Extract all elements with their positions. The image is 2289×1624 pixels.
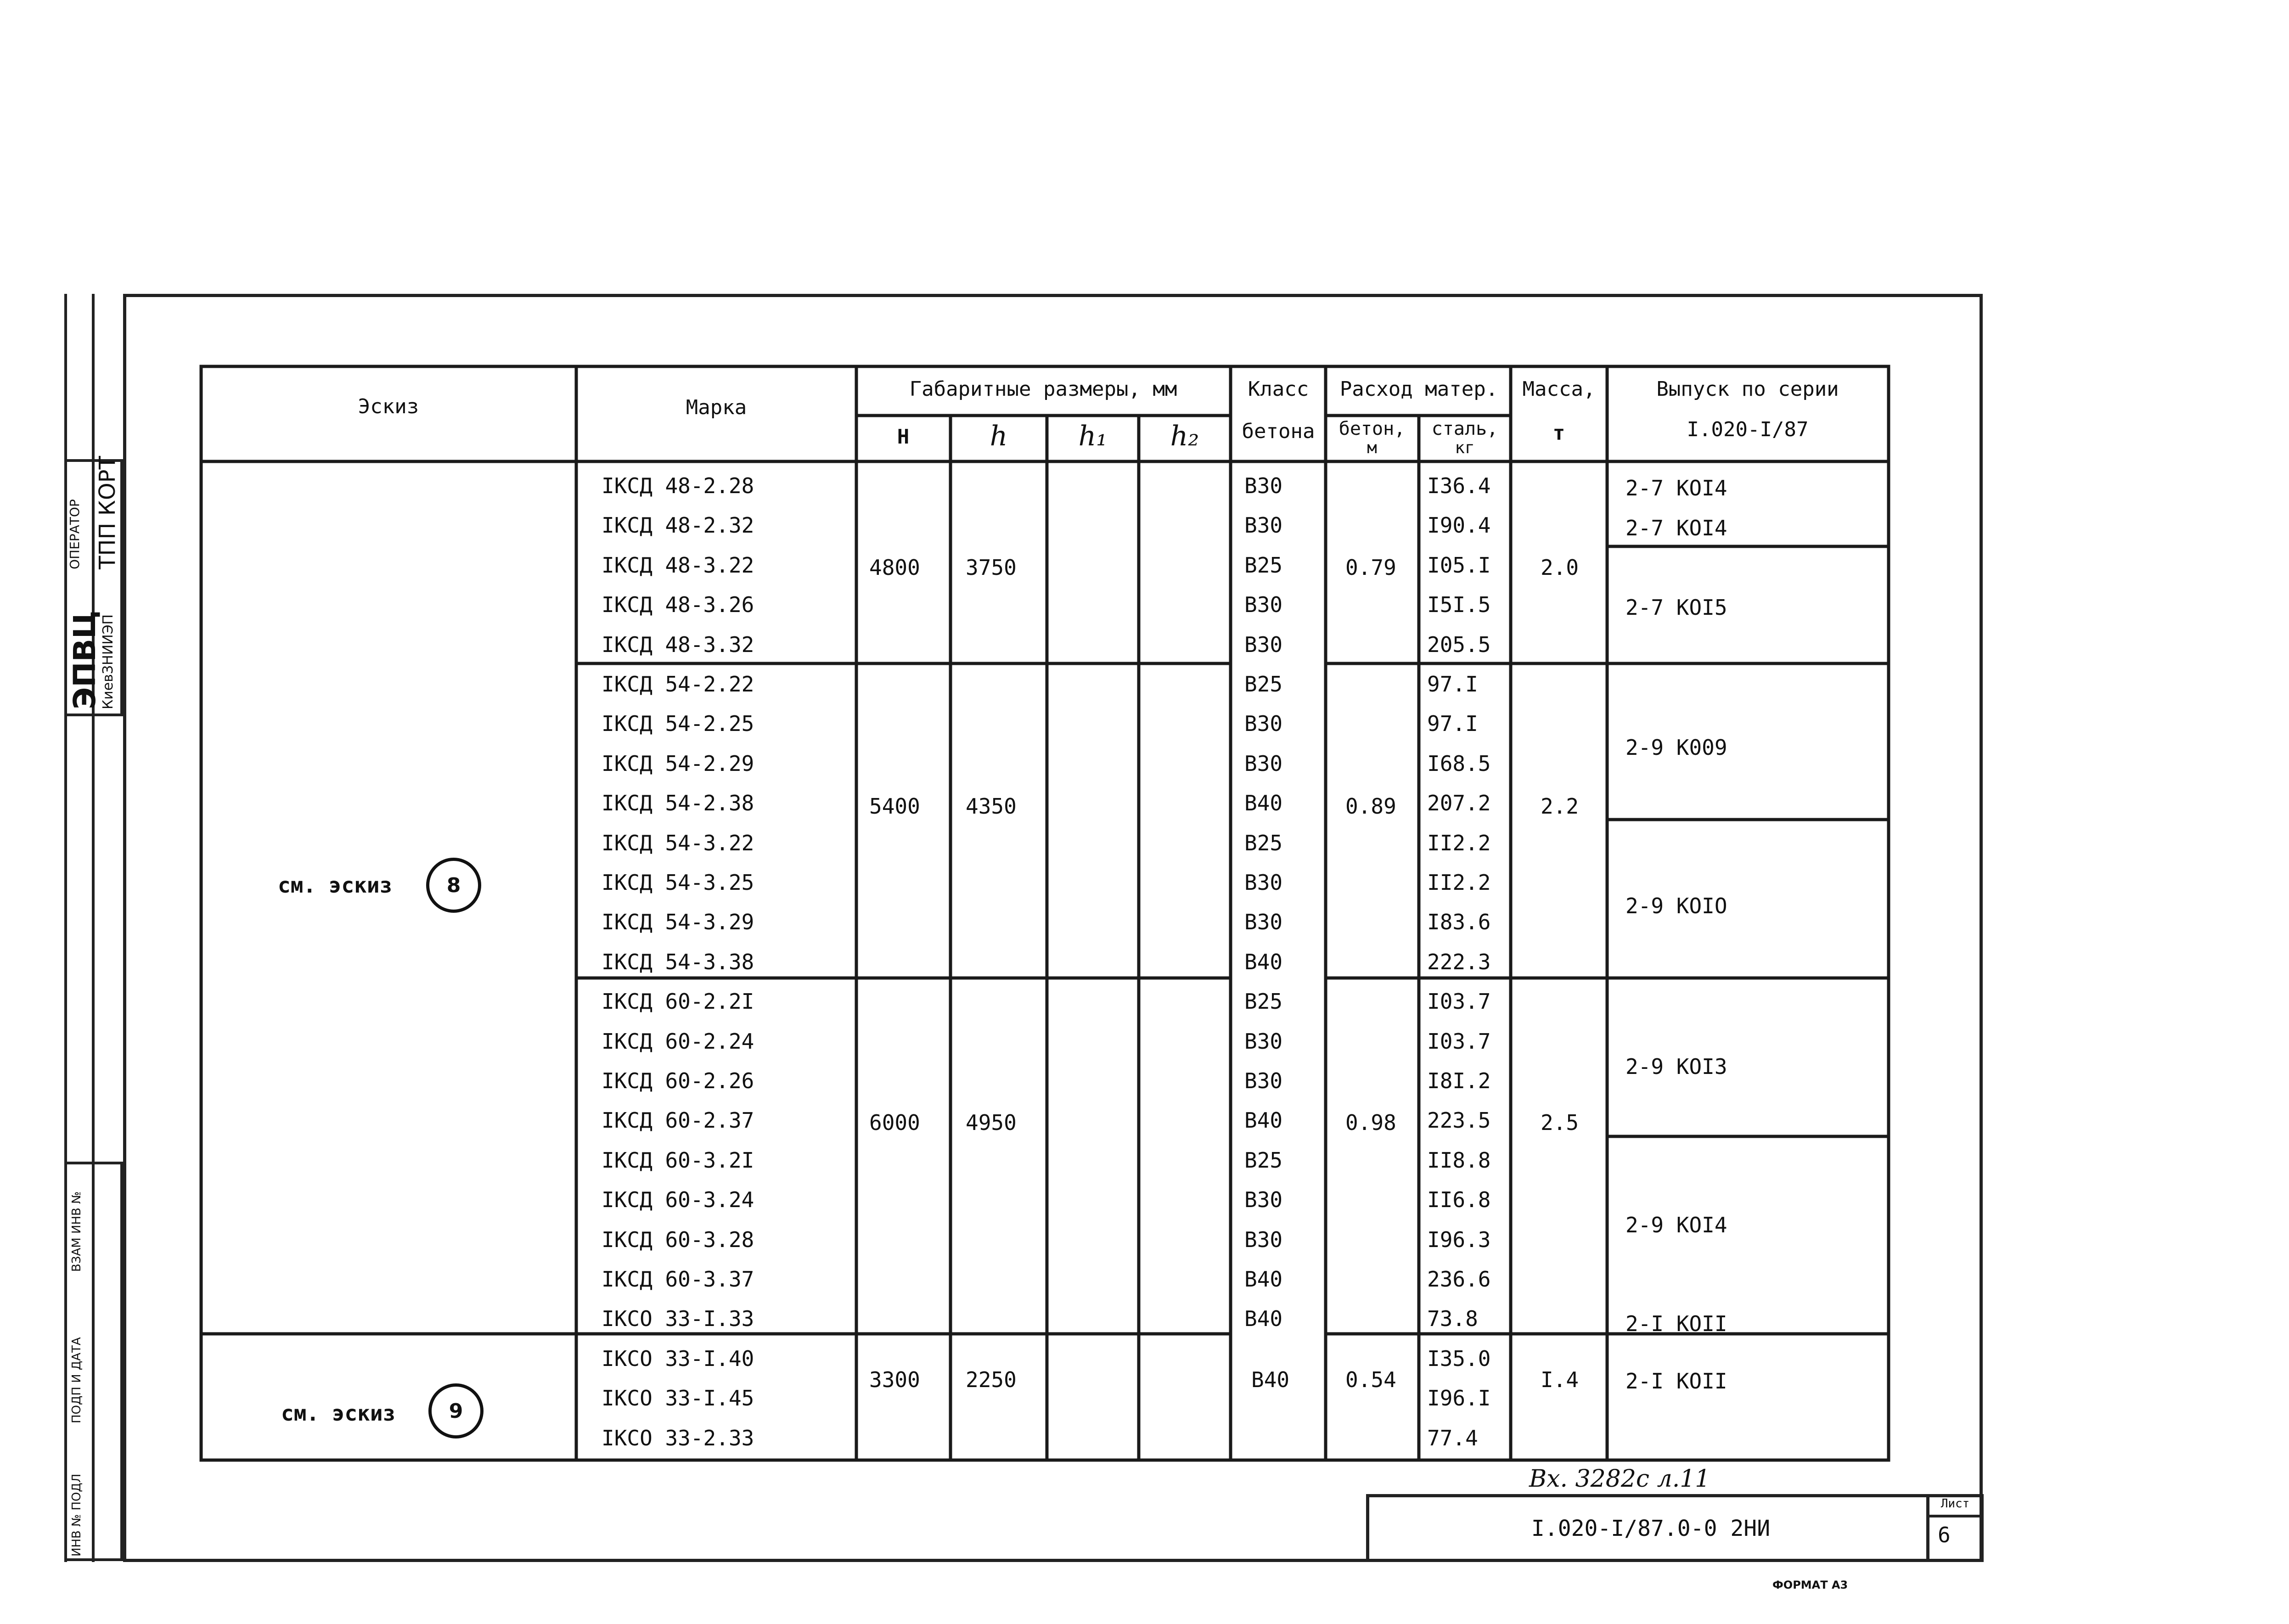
row-9-class: В40 [1244,791,1283,815]
row-19-mark: IКСД 60-3.24 [602,1187,754,1212]
header-steel-2: кг [1455,438,1475,457]
row-23-steel: I35.0 [1427,1346,1491,1371]
group-4-mass: I.4 [1541,1367,1579,1392]
header-consumption: Расход матер. [1339,377,1498,401]
sheet-number: 6 [1938,1523,1951,1547]
row-25-mark: IКСО 33-2.33 [602,1426,754,1450]
header-class-2: бетона [1242,420,1315,443]
issue-6: 2-9 КОI3 [1625,1054,1727,1079]
group-4-class: В40 [1251,1367,1290,1392]
row-14-class: В25 [1244,989,1283,1014]
header-class-1: Класс [1248,377,1309,401]
row-21-steel: 236.6 [1427,1267,1491,1292]
group-4-H: 3300 [869,1367,920,1392]
row-19-steel: II6.8 [1427,1187,1491,1212]
sketch-label-2: см. эскиз [281,1401,396,1426]
row-16-class: В30 [1244,1068,1283,1093]
header-sketch: Эскиз [358,395,419,418]
row-22-steel: 73.8 [1427,1306,1478,1331]
row-17-mark: IКСД 60-2.37 [602,1108,754,1133]
header-H: H [897,425,910,449]
row-8-mark: IКСД 54-2.29 [602,751,754,776]
row-5-steel: 205.5 [1427,632,1491,657]
group-4-concrete: 0.54 [1345,1367,1396,1392]
row-11-steel: II2.2 [1427,870,1491,895]
sketch-ref-9: 9 [428,1383,484,1439]
row-18-mark: IКСД 60-3.2I [602,1148,754,1173]
row-4-mark: IКСД 48-3.26 [602,592,754,617]
row-9-mark: IКСД 54-2.38 [602,791,754,815]
row-3-steel: I05.I [1427,553,1491,578]
row-5-class: В30 [1244,632,1283,657]
row-24-steel: I96.I [1427,1386,1491,1410]
header-issue-1: Выпуск по серии [1656,377,1839,401]
row-22-mark: IКСО 33-I.33 [602,1306,754,1331]
row-3-class: В25 [1244,553,1283,578]
row-4-class: В30 [1244,592,1283,617]
operator-value: ТПП КОРТ [95,456,120,569]
row-2-steel: I90.4 [1427,513,1491,538]
row-11-class: В30 [1244,870,1283,895]
row-10-class: В25 [1244,831,1283,855]
sketch-label-1: см. эскиз [278,873,393,898]
row-19-class: В30 [1244,1187,1283,1212]
group-2-mass: 2.2 [1541,794,1579,819]
row-21-mark: IКСД 60-3.37 [602,1267,754,1292]
row-17-steel: 223.5 [1427,1108,1491,1133]
row-15-steel: I03.7 [1427,1029,1491,1054]
issue-2: 2-7 КОI4 [1625,516,1727,540]
row-7-steel: 97.I [1427,711,1478,736]
header-h2: h₂ [1170,420,1199,452]
row-6-steel: 97.I [1427,672,1478,697]
row-14-mark: IКСД 60-2.2I [602,989,754,1014]
row-6-class: В25 [1244,672,1283,697]
org-stamp-sub: КиевЗНИИЭП [100,614,116,709]
row-1-steel: I36.4 [1427,473,1491,498]
operator-label: ОПЕРАТОР [67,499,82,569]
header-dims: Габаритные размеры, мм [909,377,1177,401]
row-13-mark: IКСД 54-3.38 [602,950,754,974]
row-14-steel: I03.7 [1427,989,1491,1014]
group-1-h: 3750 [966,555,1017,580]
row-20-mark: IКСД 60-3.28 [602,1227,754,1252]
row-10-mark: IКСД 54-3.22 [602,831,754,855]
row-16-steel: I8I.2 [1427,1068,1491,1093]
header-h1: h₁ [1078,420,1108,452]
header-concrete-1: бетон, [1339,418,1406,439]
row-4-steel: I5I.5 [1427,592,1491,617]
row-15-class: В30 [1244,1029,1283,1054]
row-21-class: В40 [1244,1267,1283,1292]
row-2-mark: IКСД 48-2.32 [602,513,754,538]
row-1-mark: IКСД 48-2.28 [602,473,754,498]
row-12-steel: I83.6 [1427,910,1491,934]
group-1-concrete: 0.79 [1345,555,1396,580]
row-24-mark: IКСО 33-I.45 [602,1386,754,1410]
issue-9: 2-I КОII [1625,1369,1727,1394]
sheet-label: Лист [1940,1497,1970,1511]
doc-code: I.020-I/87.0-0 2НИ [1531,1516,1771,1541]
row-3-mark: IКСД 48-3.22 [602,553,754,578]
org-stamp-name: ЭПВЦ [67,610,102,709]
header-mass-1: Масса, [1522,377,1596,401]
group-2-h: 4350 [966,794,1017,819]
row-22-class: В40 [1244,1306,1283,1331]
row-20-steel: I96.3 [1427,1227,1491,1252]
group-1-H: 4800 [869,555,920,580]
issue-5: 2-9 КОIО [1625,893,1727,918]
row-7-class: В30 [1244,711,1283,736]
row-25-steel: 77.4 [1427,1426,1478,1450]
row-18-class: В25 [1244,1148,1283,1173]
row-8-class: В30 [1244,751,1283,776]
row-5-mark: IКСД 48-3.32 [602,632,754,657]
row-17-class: В40 [1244,1108,1283,1133]
row-10-steel: II2.2 [1427,831,1491,855]
group-3-H: 6000 [869,1110,920,1135]
row-2-class: В30 [1244,513,1283,538]
row-8-steel: I68.5 [1427,751,1491,776]
group-3-concrete: 0.98 [1345,1110,1396,1135]
sketch-ref-8: 8 [426,858,481,913]
row-13-class: В40 [1244,950,1283,974]
issue-1: 2-7 КОI4 [1625,476,1727,500]
row-7-mark: IКСД 54-2.25 [602,711,754,736]
row-9-steel: 207.2 [1427,791,1491,815]
header-steel-1: сталь, [1431,418,1498,439]
inv-label: ВЗАМ ИНВ № [70,1191,84,1272]
row-16-mark: IКСД 60-2.26 [602,1068,754,1093]
inv-orig-label: ИНВ № ПОДЛ [70,1473,84,1557]
group-3-mass: 2.5 [1541,1110,1579,1135]
header-mark: Марка [686,396,747,419]
row-11-mark: IКСД 54-3.25 [602,870,754,895]
group-3-h: 4950 [966,1110,1017,1135]
row-15-mark: IКСД 60-2.24 [602,1029,754,1054]
handwritten-note: Вх. 3282с л.11 [1529,1465,1710,1493]
format-label: ФОРМАТ А3 [1772,1579,1848,1591]
group-2-concrete: 0.89 [1345,794,1396,819]
group-1-mass: 2.0 [1541,555,1579,580]
sign-label: ПОДП И ДАТА [70,1337,84,1423]
row-13-steel: 222.3 [1427,950,1491,974]
row-12-mark: IКСД 54-3.29 [602,910,754,934]
group-4-h: 2250 [966,1367,1017,1392]
header-h: h [990,420,1008,452]
group-2-H: 5400 [869,794,920,819]
issue-7: 2-9 КОI4 [1625,1213,1727,1237]
row-23-mark: IКСО 33-I.40 [602,1346,754,1371]
header-issue-2: I.020-I/87 [1687,418,1809,441]
row-12-class: В30 [1244,910,1283,934]
issue-4: 2-9 К009 [1625,735,1727,760]
issue-3: 2-7 КОI5 [1625,595,1727,620]
issue-8: 2-I КОII [1625,1311,1727,1336]
header-concrete-2: м [1367,438,1377,457]
row-18-steel: II8.8 [1427,1148,1491,1173]
header-mass-2: т [1552,421,1565,445]
row-6-mark: IКСД 54-2.22 [602,672,754,697]
row-20-class: В30 [1244,1227,1283,1252]
row-1-class: В30 [1244,473,1283,498]
